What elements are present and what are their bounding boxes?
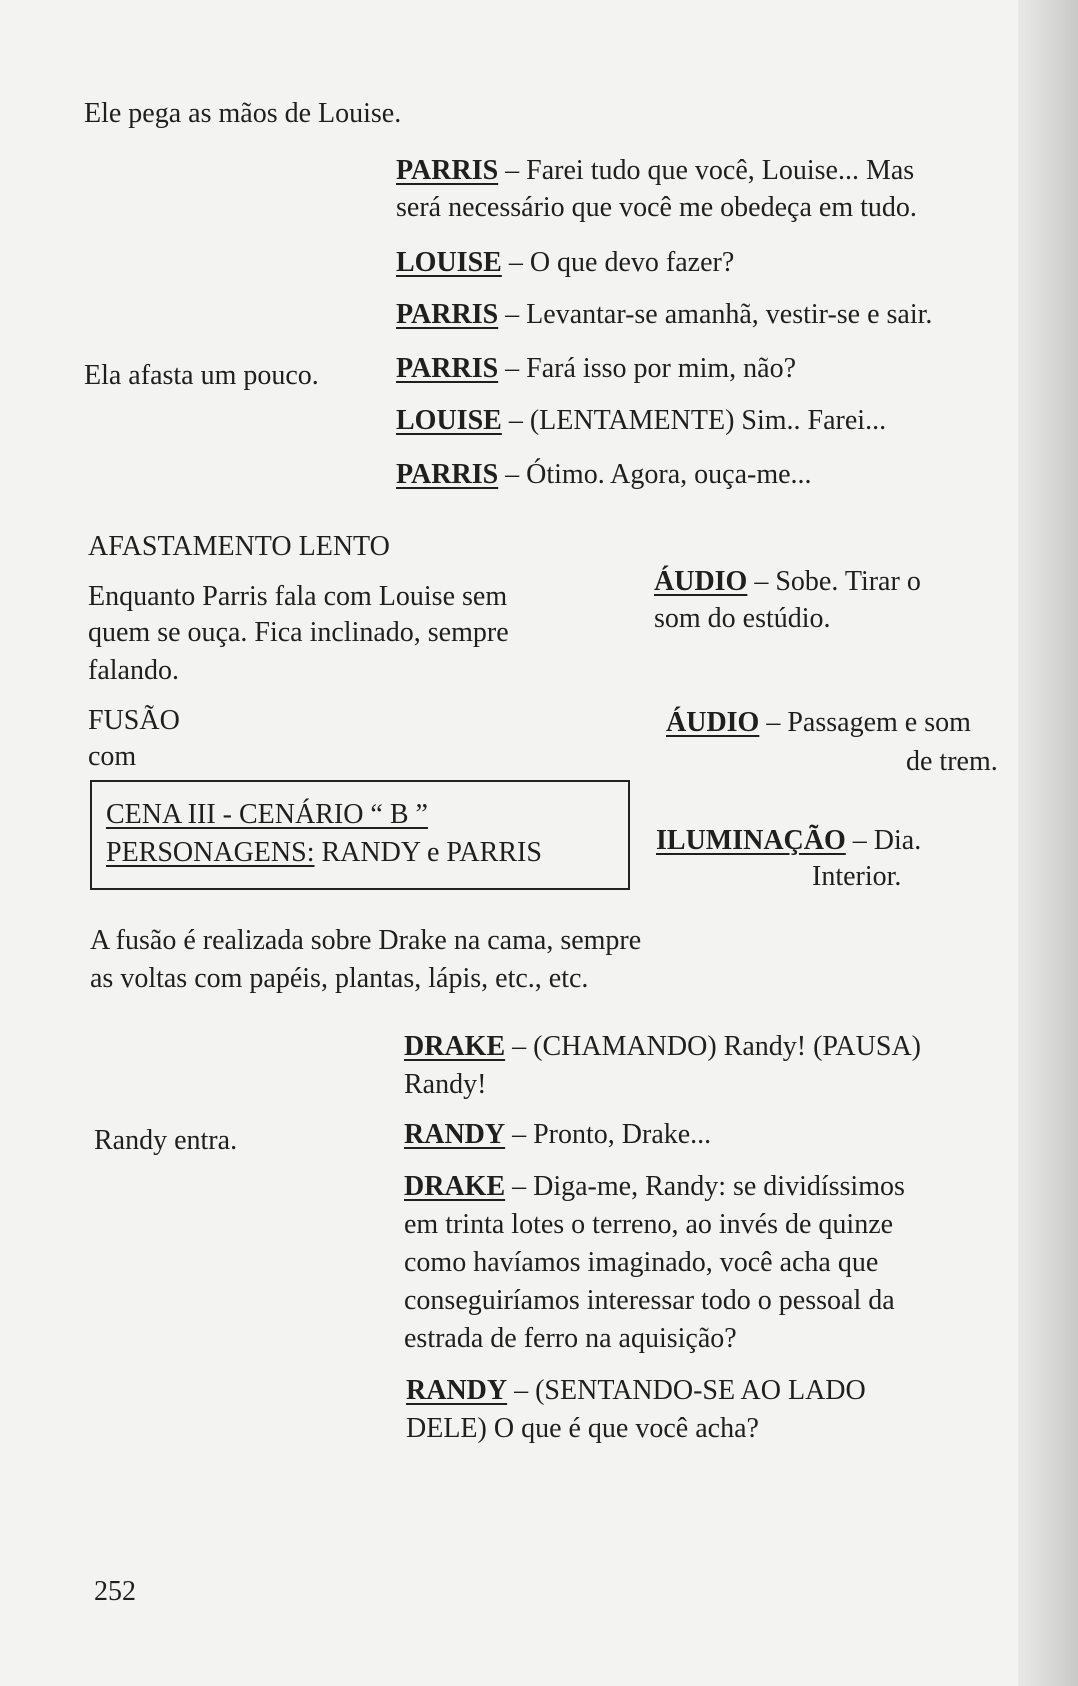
- dialogue-line: [396, 350, 796, 387]
- speaker-name: RANDY: [406, 1375, 508, 1406]
- dialogue-line: [404, 1168, 905, 1205]
- action-line: Ele pega as mãos de Louise.: [84, 98, 402, 129]
- scene-characters: [106, 834, 542, 871]
- dialogue-text: – Fará isso por mim, não?: [498, 353, 796, 384]
- dialogue-text: – Farei tudo que você, Louise... Mas: [498, 155, 915, 186]
- page-gutter-shadow: [1018, 0, 1078, 1686]
- scene-heading: CENA III - CENÁRIO “ B ”: [106, 799, 428, 830]
- dialogue-line: [404, 1116, 711, 1153]
- dialogue-text: DELE) O que é que você acha?: [406, 1413, 759, 1444]
- dialogue-text: – Levantar-se amanhã, vestir-se e sair.: [498, 299, 933, 330]
- speaker-name: LOUISE: [396, 405, 502, 436]
- speaker-name: PARRIS: [396, 459, 499, 490]
- action-line: Randy entra.: [94, 1125, 238, 1156]
- action-line: as voltas com papéis, plantas, lápis, etc., etc.: [90, 963, 589, 994]
- audio-cue: [654, 563, 921, 600]
- dialogue-text: estrada de ferro na aquisição?: [404, 1323, 737, 1354]
- characters-names: RANDY e PARRIS: [314, 837, 542, 868]
- transition: com: [88, 741, 137, 772]
- dialogue-text: como havíamos imaginado, você acha que: [404, 1247, 879, 1278]
- cue-text: – Dia.: [845, 825, 922, 856]
- dialogue-text: Randy!: [404, 1069, 487, 1100]
- dialogue-text: – Diga-me, Randy: se dividíssimos: [505, 1171, 905, 1202]
- dialogue-text: será necessário que você me obedeça em tudo.: [396, 192, 917, 223]
- dialogue-line: [396, 402, 886, 439]
- cue-label: ÁUDIO: [654, 566, 748, 597]
- speaker-name: DRAKE: [404, 1031, 506, 1062]
- speaker-name: DRAKE: [404, 1171, 506, 1202]
- lighting-cue: [656, 822, 921, 859]
- audio-cue: [666, 704, 971, 741]
- cue-text: som do estúdio.: [654, 603, 831, 634]
- transition: FUSÃO: [88, 705, 180, 736]
- characters-label: PERSONAGENS:: [106, 837, 315, 868]
- page-number: 252: [94, 1576, 136, 1607]
- dialogue-text: – (CHAMANDO) Randy! (PAUSA): [505, 1031, 921, 1062]
- action-line: Enquanto Parris fala com Louise sem: [88, 581, 508, 612]
- dialogue-line: [406, 1372, 866, 1409]
- dialogue-line: [396, 244, 734, 281]
- scene-heading-box: [90, 780, 630, 890]
- cue-text: – Passagem e som: [759, 707, 971, 738]
- dialogue-line: [404, 1028, 921, 1065]
- dialogue-text: conseguiríamos interessar todo o pessoal da: [404, 1285, 895, 1316]
- speaker-name: PARRIS: [396, 299, 499, 330]
- cue-label: ÁUDIO: [666, 707, 760, 738]
- dialogue-text: – Ótimo. Agora, ouça-me...: [498, 459, 812, 490]
- dialogue-text: – O que devo fazer?: [501, 247, 735, 278]
- dialogue-text: – Pronto, Drake...: [505, 1119, 712, 1150]
- dialogue-text: – (LENTAMENTE) Sim.. Farei...: [501, 405, 887, 436]
- cue-text: de trem.: [906, 746, 998, 777]
- dialogue-line: [396, 456, 812, 493]
- action-line: Ela afasta um pouco.: [84, 360, 319, 391]
- speaker-name: LOUISE: [396, 247, 502, 278]
- cue-text: – Sobe. Tirar o: [747, 566, 921, 597]
- speaker-name: RANDY: [404, 1119, 506, 1150]
- cue-text: Interior.: [812, 861, 902, 892]
- cue-label: ILUMINAÇÃO: [656, 825, 846, 856]
- speaker-name: PARRIS: [396, 353, 499, 384]
- dialogue-text: em trinta lotes o terreno, ao invés de quinze: [404, 1209, 894, 1240]
- action-line: A fusão é realizada sobre Drake na cama, sempre: [90, 925, 642, 956]
- speaker-name: PARRIS: [396, 155, 499, 186]
- dialogue-line: [396, 296, 932, 333]
- dialogue-line: [396, 152, 914, 189]
- action-line: falando.: [88, 655, 179, 686]
- camera-direction: AFASTAMENTO LENTO: [88, 531, 390, 562]
- dialogue-text: – (SENTANDO-SE AO LADO: [507, 1375, 866, 1406]
- action-line: quem se ouça. Fica inclinado, sempre: [88, 617, 509, 648]
